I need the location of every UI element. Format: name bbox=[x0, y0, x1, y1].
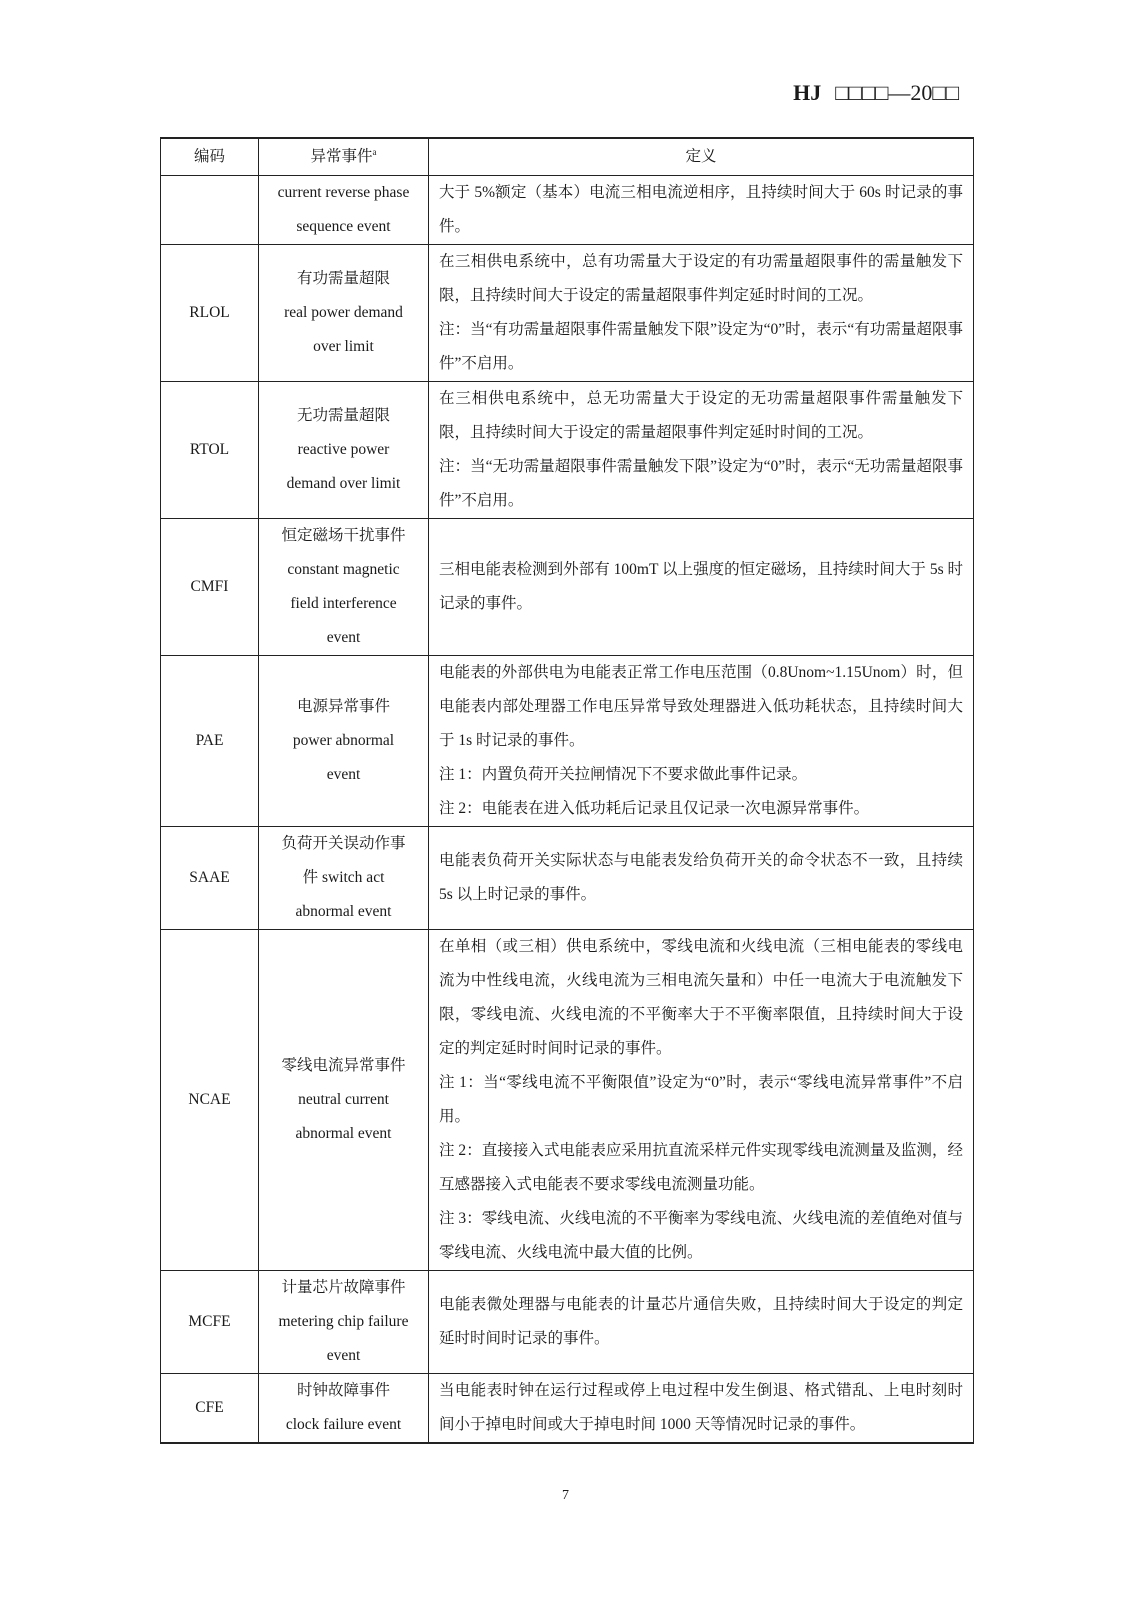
table-header-row bbox=[161, 138, 974, 176]
definition-paragraph: 电能表的外部供电为电能表正常工作电压范围（0.8Unom~1.15Unom）时，但电能表内部处理器工作电压异常导致处理器进入低功耗状态，且持续时间大于 1s 时记录的事件。 bbox=[439, 664, 963, 749]
table-row bbox=[161, 656, 974, 827]
definition-note: 注 1：当“零线电流不平衡限值”设定为“0”时，表示“零线电流异常事件”不启用。 bbox=[439, 1074, 963, 1125]
event-name-line: neutral current bbox=[298, 1091, 389, 1108]
row-code: RTOL bbox=[161, 382, 259, 519]
event-name-line: 负荷开关误动作事 bbox=[281, 835, 406, 852]
event-name-line: 时钟故障事件 bbox=[296, 1382, 390, 1399]
event-name-line: 恒定磁场干扰事件 bbox=[281, 527, 406, 544]
table-row bbox=[161, 827, 974, 930]
table-row bbox=[161, 245, 974, 382]
definition-paragraph: 在三相供电系统中，总无功需量大于设定的无功需量超限事件需量触发下限，且持续时间大于设定的需量超限事件判定延时时间的工况。 bbox=[439, 390, 963, 441]
row-definition bbox=[429, 245, 974, 382]
table-row bbox=[161, 930, 974, 1271]
row-event bbox=[259, 930, 429, 1271]
definition-note: 注 3：零线电流、火线电流的不平衡率为零线电流、火线电流的差值绝对值与零线电流、火线电流中最大值的比例。 bbox=[439, 1210, 963, 1261]
row-code: MCFE bbox=[161, 1271, 259, 1374]
event-name-line: abnormal event bbox=[295, 1125, 392, 1142]
event-name-line: field interference bbox=[290, 595, 397, 612]
row-definition bbox=[429, 382, 974, 519]
row-event bbox=[259, 1271, 429, 1374]
row-definition bbox=[429, 176, 974, 245]
row-code: PAE bbox=[161, 656, 259, 827]
table-row bbox=[161, 519, 974, 656]
event-name-line: constant magnetic bbox=[287, 561, 400, 578]
event-name-line: event bbox=[326, 1347, 361, 1364]
event-name-line: 有功需量超限 bbox=[296, 270, 390, 287]
event-name-line: metering chip failure bbox=[278, 1313, 409, 1330]
event-name-line: reactive power bbox=[297, 441, 390, 458]
row-event bbox=[259, 382, 429, 519]
definition-note: 注 2：电能表在进入低功耗后记录且仅记录一次电源异常事件。 bbox=[439, 800, 870, 817]
event-name-line: abnormal event bbox=[295, 903, 392, 920]
document-code bbox=[793, 80, 959, 106]
row-definition bbox=[429, 1271, 974, 1374]
footnote-marker: a bbox=[372, 146, 377, 157]
definition-paragraph: 电能表负荷开关实际状态与电能表发给负荷开关的命令状态不一致，且持续 5s 以上时记录的事件。 bbox=[439, 852, 963, 903]
row-code: RLOL bbox=[161, 245, 259, 382]
column-header-code: 编码 bbox=[161, 138, 259, 176]
event-definition-table bbox=[160, 137, 974, 1444]
definition-note: 注：当“有功需量超限事件需量触发下限”设定为“0”时，表示“有功需量超限事件”不启用。 bbox=[439, 321, 963, 372]
table-row bbox=[161, 1374, 974, 1444]
definition-paragraph: 当电能表时钟在运行过程或停上电过程中发生倒退、格式错乱、上电时刻时间小于掉电时间或大于掉电时间 1000 天等情况时记录的事件。 bbox=[439, 1382, 963, 1433]
row-code: SAAE bbox=[161, 827, 259, 930]
row-definition bbox=[429, 930, 974, 1271]
event-name-line: sequence event bbox=[296, 218, 391, 235]
event-name-line: current reverse phase bbox=[277, 184, 410, 201]
event-name-line: 计量芯片故障事件 bbox=[281, 1279, 406, 1296]
row-definition bbox=[429, 827, 974, 930]
definition-paragraph: 电能表微处理器与电能表的计量芯片通信失败，且持续时间大于设定的判定延时时间时记录的事件。 bbox=[439, 1296, 963, 1347]
row-code: CFE bbox=[161, 1374, 259, 1444]
row-event bbox=[259, 1374, 429, 1444]
event-name-line: event bbox=[326, 766, 361, 783]
event-name-line: real power demand bbox=[284, 304, 403, 321]
row-event bbox=[259, 656, 429, 827]
row-definition bbox=[429, 1374, 974, 1444]
event-name-line: demand over limit bbox=[286, 475, 401, 492]
column-header-definition: 定义 bbox=[429, 138, 974, 176]
row-code: CMFI bbox=[161, 519, 259, 656]
page-number: 7 bbox=[562, 1488, 569, 1503]
column-header-event bbox=[259, 138, 429, 176]
definition-paragraph: 在单相（或三相）供电系统中，零线电流和火线电流（三相电能表的零线电流为中性线电流，火线电流为三相电流矢量和）中任一电流大于电流触发下限，零线电流、火线电流的不平衡率大于不平衡率限值，且持续时间大于设定的判定延时时间时记录的事件。 bbox=[439, 938, 963, 1057]
definition-paragraph: 大于 5%额定（基本）电流三相电流逆相序，且持续时间大于 60s 时记录的事件。 bbox=[439, 184, 963, 235]
definition-note: 注：当“无功需量超限事件需量触发下限”设定为“0”时，表示“无功需量超限事件”不启用。 bbox=[439, 458, 963, 509]
row-definition bbox=[429, 519, 974, 656]
table-row bbox=[161, 176, 974, 245]
standard-prefix: HJ bbox=[793, 80, 822, 105]
row-event bbox=[259, 519, 429, 656]
row-event bbox=[259, 245, 429, 382]
row-code: NCAE bbox=[161, 930, 259, 1271]
event-name-line: power abnormal bbox=[292, 732, 395, 749]
definition-note: 注 1：内置负荷开关拉闸情况下不要求做此事件记录。 bbox=[439, 766, 808, 783]
event-name-line: clock failure event bbox=[285, 1416, 402, 1433]
row-event bbox=[259, 827, 429, 930]
event-name-line: 电源异常事件 bbox=[296, 698, 390, 715]
column-header-event-label: 异常事件 bbox=[310, 148, 373, 165]
definition-note: 注 2：直接接入式电能表应采用抗直流采样元件实现零线电流测量及监测，经互感器接入式电能表不要求零线电流测量功能。 bbox=[439, 1142, 963, 1193]
table-row bbox=[161, 382, 974, 519]
row-code bbox=[161, 176, 259, 245]
definition-paragraph: 在三相供电系统中，总有功需量大于设定的有功需量超限事件的需量触发下限，且持续时间大于设定的需量超限事件判定延时时间的工况。 bbox=[439, 253, 963, 304]
row-definition bbox=[429, 656, 974, 827]
event-name-line: event bbox=[326, 629, 361, 646]
event-name-line: 零线电流异常事件 bbox=[281, 1057, 406, 1074]
definition-paragraph: 三相电能表检测到外部有 100mT 以上强度的恒定磁场，且持续时间大于 5s 时记录的事件。 bbox=[439, 561, 963, 612]
row-event bbox=[259, 176, 429, 245]
event-name-line: 件 switch act bbox=[302, 869, 385, 886]
table-row bbox=[161, 1271, 974, 1374]
event-name-line: 无功需量超限 bbox=[296, 407, 390, 424]
standard-number: □□□□—20□□ bbox=[835, 80, 959, 105]
event-name-line: over limit bbox=[313, 338, 374, 355]
